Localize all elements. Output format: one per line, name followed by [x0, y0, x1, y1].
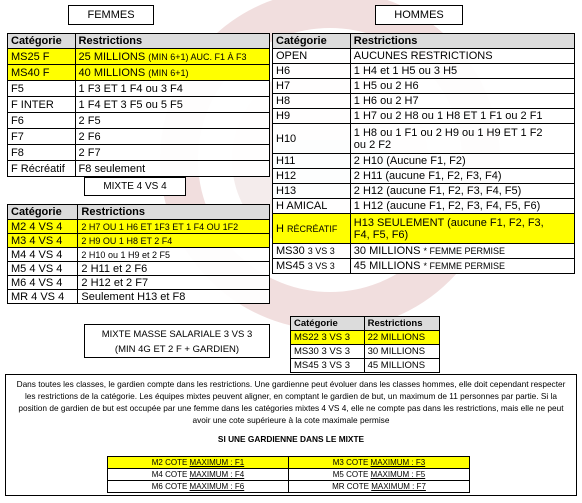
- cote-maximum: MAXIMUM : F6: [189, 482, 245, 491]
- category-text: H12: [276, 170, 297, 182]
- restriction-cell: [78, 220, 270, 234]
- category-cell: [8, 129, 76, 145]
- restriction-text: 2 F7: [78, 146, 101, 159]
- restriction-text: Seulement H13 et F8: [81, 290, 186, 303]
- cote-cell: [289, 481, 470, 493]
- table-row: [291, 359, 440, 373]
- rules-paragraph: Dans toutes les classes, le gardien compte dans les restrictions. Une gardienne peut évoluer dans les classes hommes, elle doit cependant respecter les restrictions de la catégorie. Les équipes mixtes peuvent aligner, en comptant le gardien de but, un maximum de 11 personnes par partie. Si la position de gardien de but est occupée par une femme dans les catégories mixtes 4 VS 4, elle ne compte pas dans les restrictions, mais elle ne peut avoir une cote supérieure à la cote maximale permise: [16, 379, 566, 425]
- cote-cell: [108, 469, 289, 481]
- mixte-masse-title: MIXTE MASSE SALARIALE 3 VS 3: [101, 329, 253, 340]
- restriction-text: 2 H9 OU 1 H8 ET 2 F4: [81, 235, 173, 246]
- restriction-cell: [350, 79, 574, 94]
- restriction-cell: [75, 49, 269, 65]
- category-cell: [273, 79, 351, 94]
- restriction-cell: [364, 359, 439, 373]
- restriction-text: 1 H12 (aucune F1, F2, F3, F4, F5, F6): [353, 200, 541, 212]
- restriction-text: H13 SEULEMENT (aucune F1, F2, F3,: [353, 216, 544, 229]
- category-text: OPEN: [276, 50, 308, 62]
- restriction-text: 2 H10 (Aucune F1, F2): [353, 155, 466, 167]
- cote-row: [108, 469, 470, 481]
- restriction-cell: [78, 234, 270, 248]
- category-cell: [273, 49, 351, 64]
- restriction-cell: [350, 169, 574, 184]
- category-text: F6: [11, 114, 24, 127]
- restriction-note: (MIN 6+1) AUC. F1 À F3: [148, 51, 247, 62]
- header-restrictions: Restrictions: [78, 205, 270, 220]
- cote-label: M6 COTE: [151, 482, 190, 491]
- restriction-text: 22 MILLIONS: [367, 332, 426, 343]
- category-text: F7: [11, 130, 24, 143]
- category-cell: [8, 65, 76, 81]
- masse-table: [290, 316, 440, 373]
- restriction-cell: [350, 49, 574, 64]
- table-row: [291, 331, 440, 345]
- restriction-cell: [75, 113, 269, 129]
- table-row: [273, 79, 575, 94]
- restriction-text: 1 H8 ou 1 F1 ou 2 H9 ou 1 H9 ET 1 F2: [353, 126, 543, 139]
- restriction-cell: [350, 64, 574, 79]
- restriction-cell: [350, 154, 574, 169]
- restriction-text-line2: ou 2 F2: [353, 138, 392, 151]
- restriction-cell: [350, 94, 574, 109]
- restriction-text: 1 H6 ou 2 H7: [353, 95, 419, 107]
- category-text: M5 4 VS 4: [11, 262, 63, 275]
- category-cell: [8, 49, 76, 65]
- category-text: F Récréatif: [11, 162, 65, 175]
- category-text: H13: [276, 185, 297, 197]
- category-text: F5: [11, 82, 24, 95]
- restriction-note: * FEMME PERMISE: [423, 261, 506, 271]
- restriction-text: 45 MILLIONS: [353, 260, 424, 272]
- restriction-cell: [350, 214, 574, 244]
- category-text: H8: [276, 95, 291, 107]
- category-cell: [291, 331, 365, 345]
- restriction-text: 45 MILLIONS: [367, 360, 426, 371]
- category-cell: [273, 199, 351, 214]
- category-cell: [8, 161, 76, 177]
- restriction-cell: [364, 345, 439, 359]
- category-text: MS25 F: [11, 50, 50, 63]
- restriction-text: 40 MILLIONS: [78, 66, 149, 79]
- table-row: [8, 161, 270, 177]
- restriction-text: 2 H11 et 2 F6: [81, 262, 148, 275]
- restriction-text-line2: F4, F5, F6): [353, 228, 409, 241]
- category-cell: [8, 220, 78, 234]
- restriction-cell: [364, 331, 439, 345]
- table-row: [291, 345, 440, 359]
- category-text: MS30: [276, 245, 308, 257]
- category-cell: [8, 113, 76, 129]
- header-categorie: Catégorie: [8, 34, 76, 49]
- category-cell: [273, 154, 351, 169]
- table-row: [273, 244, 575, 259]
- restriction-note: (MIN 6+1): [148, 67, 189, 78]
- category-text: MS40 F: [11, 66, 50, 79]
- mixte-masse-label: [84, 324, 270, 358]
- cote-label: M2 COTE: [151, 458, 190, 467]
- hommes-label: HOMMES: [375, 5, 463, 25]
- table-row: [8, 129, 270, 145]
- cote-label: MR COTE: [332, 482, 372, 491]
- restriction-cell: [78, 276, 270, 290]
- restriction-cell: [75, 145, 269, 161]
- cote-cell: [289, 469, 470, 481]
- table-row: [273, 259, 575, 274]
- category-small-text: 3 VS 3: [307, 261, 335, 271]
- restriction-text: 30 MILLIONS: [367, 346, 426, 357]
- cote-row: [108, 457, 470, 469]
- cote-maximum: MAXIMUM : F1: [189, 458, 245, 467]
- category-cell: [273, 169, 351, 184]
- restriction-text: 2 F5: [78, 114, 101, 127]
- restriction-text: F8 seulement: [78, 162, 146, 175]
- table-row: [273, 94, 575, 109]
- table-row: [8, 290, 270, 304]
- table-row: [273, 49, 575, 64]
- restriction-cell: [350, 109, 574, 124]
- restriction-cell: [350, 259, 574, 274]
- cote-label: M3 COTE: [332, 458, 371, 467]
- category-cell: [273, 124, 351, 154]
- category-small-text: RÉCRÉATIF: [287, 223, 338, 234]
- restriction-cell: [75, 97, 269, 113]
- table-row: [8, 145, 270, 161]
- restriction-cell: [350, 199, 574, 214]
- category-cell: [8, 290, 78, 304]
- category-cell: [273, 94, 351, 109]
- category-text: MR 4 VS 4: [11, 290, 65, 303]
- femmes-label: FEMMES: [68, 5, 154, 25]
- restriction-text: 1 H5 ou 2 H6: [353, 80, 419, 92]
- restriction-cell: [75, 161, 269, 177]
- restriction-cell: [350, 244, 574, 259]
- table-row: [8, 65, 270, 81]
- restriction-text: 30 MILLIONS: [353, 245, 424, 257]
- category-text: M3 4 VS 4: [11, 234, 63, 247]
- table-row: [273, 109, 575, 124]
- category-cell: [8, 145, 76, 161]
- cote-maximum: MAXIMUM : F5: [370, 470, 426, 479]
- header-categorie: Catégorie: [273, 34, 351, 49]
- header-categorie: Catégorie: [291, 317, 365, 331]
- table-row: [273, 124, 575, 154]
- category-text: MS30 3 VS 3: [294, 346, 350, 357]
- table-row: [8, 234, 270, 248]
- restriction-text: 1 H7 ou 2 H8 ou 1 H8 ET 1 F1 ou 2 F1: [353, 110, 543, 122]
- table-row: [273, 184, 575, 199]
- restriction-text: 2 H11 (aucune F1, F2, F3, F4): [353, 170, 502, 182]
- cote-maximum: MAXIMUM : F4: [189, 470, 245, 479]
- category-cell: [8, 248, 78, 262]
- restriction-text: 25 MILLIONS: [78, 50, 149, 63]
- header-restrictions: Restrictions: [75, 34, 269, 49]
- category-cell: [273, 259, 351, 274]
- table-row: [273, 169, 575, 184]
- cote-cell: [108, 457, 289, 469]
- category-cell: [273, 64, 351, 79]
- table-row: [8, 81, 270, 97]
- restriction-note: * FEMME PERMISE: [423, 246, 506, 256]
- cote-maximum: MAXIMUM : F7: [371, 482, 426, 491]
- mixte-masse-subtitle: (MIN 4G ET 2 F + GARDIEN): [114, 344, 240, 355]
- category-text: M4 4 VS 4: [11, 248, 63, 261]
- category-text: MS22 3 VS 3: [294, 332, 350, 343]
- restriction-text: 2 H12 et 2 F7: [81, 276, 149, 289]
- table-row: [8, 113, 270, 129]
- restriction-cell: [75, 81, 269, 97]
- femmes-table: [7, 33, 270, 177]
- table-row: [8, 97, 270, 113]
- restriction-text: 1 H4 et 1 H5 ou 3 H5: [353, 65, 458, 77]
- category-text: H7: [276, 80, 291, 92]
- gardienne-title: SI UNE GARDIENNE DANS LE MIXTE: [217, 434, 365, 444]
- category-text: MS45 3 VS 3: [294, 360, 350, 371]
- cote-label: M5 COTE: [332, 470, 371, 479]
- table-row: [273, 214, 575, 244]
- category-small-text: 3 VS 3: [307, 246, 335, 256]
- category-cell: [8, 97, 76, 113]
- hommes-table: [272, 33, 575, 274]
- restriction-cell: [75, 65, 269, 81]
- category-text: H11: [276, 155, 296, 167]
- header-restrictions: Restrictions: [364, 317, 439, 331]
- category-cell: [291, 359, 365, 373]
- restriction-text: 1 F4 ET 3 F5 ou 5 F5: [78, 98, 183, 111]
- table-row: [273, 64, 575, 79]
- cote-row: [108, 481, 470, 493]
- restriction-text: 2 F6: [78, 130, 101, 143]
- category-cell: [8, 81, 76, 97]
- header-restrictions: Restrictions: [350, 34, 574, 49]
- restriction-text: AUCUNES RESTRICTIONS: [353, 50, 493, 62]
- category-cell: [273, 244, 351, 259]
- restriction-cell: [75, 129, 269, 145]
- cote-label: M4 COTE: [151, 470, 190, 479]
- category-cell: [291, 345, 365, 359]
- mixte-label: MIXTE 4 VS 4: [84, 177, 186, 196]
- category-text: H9: [276, 110, 291, 122]
- mixte-table: [7, 204, 270, 304]
- table-row: [273, 154, 575, 169]
- table-row: [8, 248, 270, 262]
- category-text: MS45: [276, 260, 308, 272]
- restriction-cell: [78, 262, 270, 276]
- table-row: [273, 199, 575, 214]
- cote-cell: [108, 481, 289, 493]
- category-text: H10: [276, 132, 297, 145]
- category-cell: [8, 262, 78, 276]
- restriction-cell: [78, 290, 270, 304]
- table-row: [8, 262, 270, 276]
- restriction-cell: [350, 124, 574, 154]
- category-cell: [8, 276, 78, 290]
- category-cell: [273, 184, 351, 199]
- category-text: H6: [276, 65, 291, 77]
- table-row: [8, 49, 270, 65]
- category-cell: [273, 214, 351, 244]
- restriction-text: 2 H12 (aucune F1, F2, F3, F4, F5): [353, 185, 522, 197]
- table-row: [8, 220, 270, 234]
- restriction-cell: [350, 184, 574, 199]
- restriction-cell: [78, 248, 270, 262]
- cote-table: [107, 456, 470, 493]
- category-text: M2 4 VS 4: [11, 220, 63, 233]
- category-text: H AMICAL: [276, 200, 328, 212]
- category-cell: [8, 234, 78, 248]
- restriction-text: 2 H7 OU 1 H6 ET 1F3 ET 1 F4 OU 1F2: [81, 221, 239, 232]
- cote-maximum: MAXIMUM : F3: [370, 458, 426, 467]
- category-text: H: [276, 222, 287, 235]
- category-text: M6 4 VS 4: [11, 276, 63, 289]
- restriction-text: 1 F3 ET 1 F4 ou 3 F4: [78, 82, 183, 95]
- header-categorie: Catégorie: [8, 205, 78, 220]
- category-text: F INTER: [11, 98, 54, 111]
- restriction-text: 2 H10 ou 1 H9 et 2 F5: [81, 249, 170, 260]
- category-cell: [273, 109, 351, 124]
- cote-cell: [289, 457, 470, 469]
- table-row: [8, 276, 270, 290]
- category-text: F8: [11, 146, 24, 159]
